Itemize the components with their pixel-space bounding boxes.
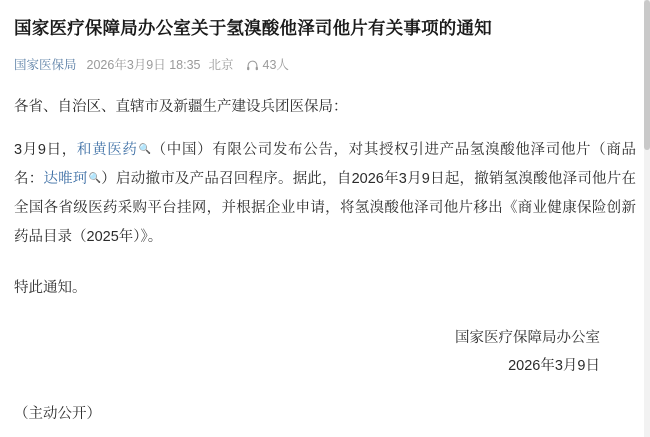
entity-link-product[interactable] (43, 171, 101, 188)
paragraph-spacer (14, 266, 636, 274)
meta-source[interactable]: 国家医保局 (14, 58, 77, 73)
signature-date: 2026年3月9日 (508, 357, 600, 374)
scrollbar-thumb[interactable] (644, 0, 650, 150)
page-title: 国家医疗保障局办公室关于氢溴酸他泽司他片有关事项的通知 (14, 18, 492, 38)
closing-paragraph: 特此通知。 (14, 280, 87, 297)
article-meta-bar (14, 55, 636, 73)
body-text-segment-3: ）启动撤市及产品召回程序。据此，自2026年3月9日起，撤销氢溴酸他泽司他片在全国各省级医药采购平台挂网，并根据企业申请，将氢溴酸他泽司他片移出《商业健康保险创新药品目录（2025年）》。 (14, 171, 637, 246)
meta-location: 北京 (208, 58, 234, 73)
entity-link-company[interactable] (77, 142, 151, 159)
meta-timestamp: 2026年3月9日 18:35 (86, 58, 201, 73)
search-icon: 🔍 (138, 144, 151, 156)
main-paragraph (14, 136, 636, 252)
body-text-segment-2: （中国）有限公司发布公告，对其授权引进产品氢溴酸他泽司他片（商品名： (14, 142, 636, 188)
scrollbar[interactable] (644, 0, 650, 437)
entity-link-product-label: 达唯珂 (43, 171, 88, 188)
entity-link-company-label: 和黄医药 (76, 142, 138, 159)
search-icon: 🔍 (88, 173, 102, 185)
footer-note: （主动公开） (14, 406, 101, 423)
signature-block (14, 325, 636, 380)
listen-button[interactable] (246, 55, 289, 73)
salutation-paragraph: 各省、自治区、直辖市及新疆生产建设兵团医保局： (14, 99, 348, 116)
listen-count-label: 43人 (262, 58, 289, 73)
signature-issuer: 国家医疗保障局办公室 (455, 330, 600, 347)
headphone-icon (246, 59, 259, 72)
body-text-segment-1: 3月9日， (14, 142, 77, 159)
